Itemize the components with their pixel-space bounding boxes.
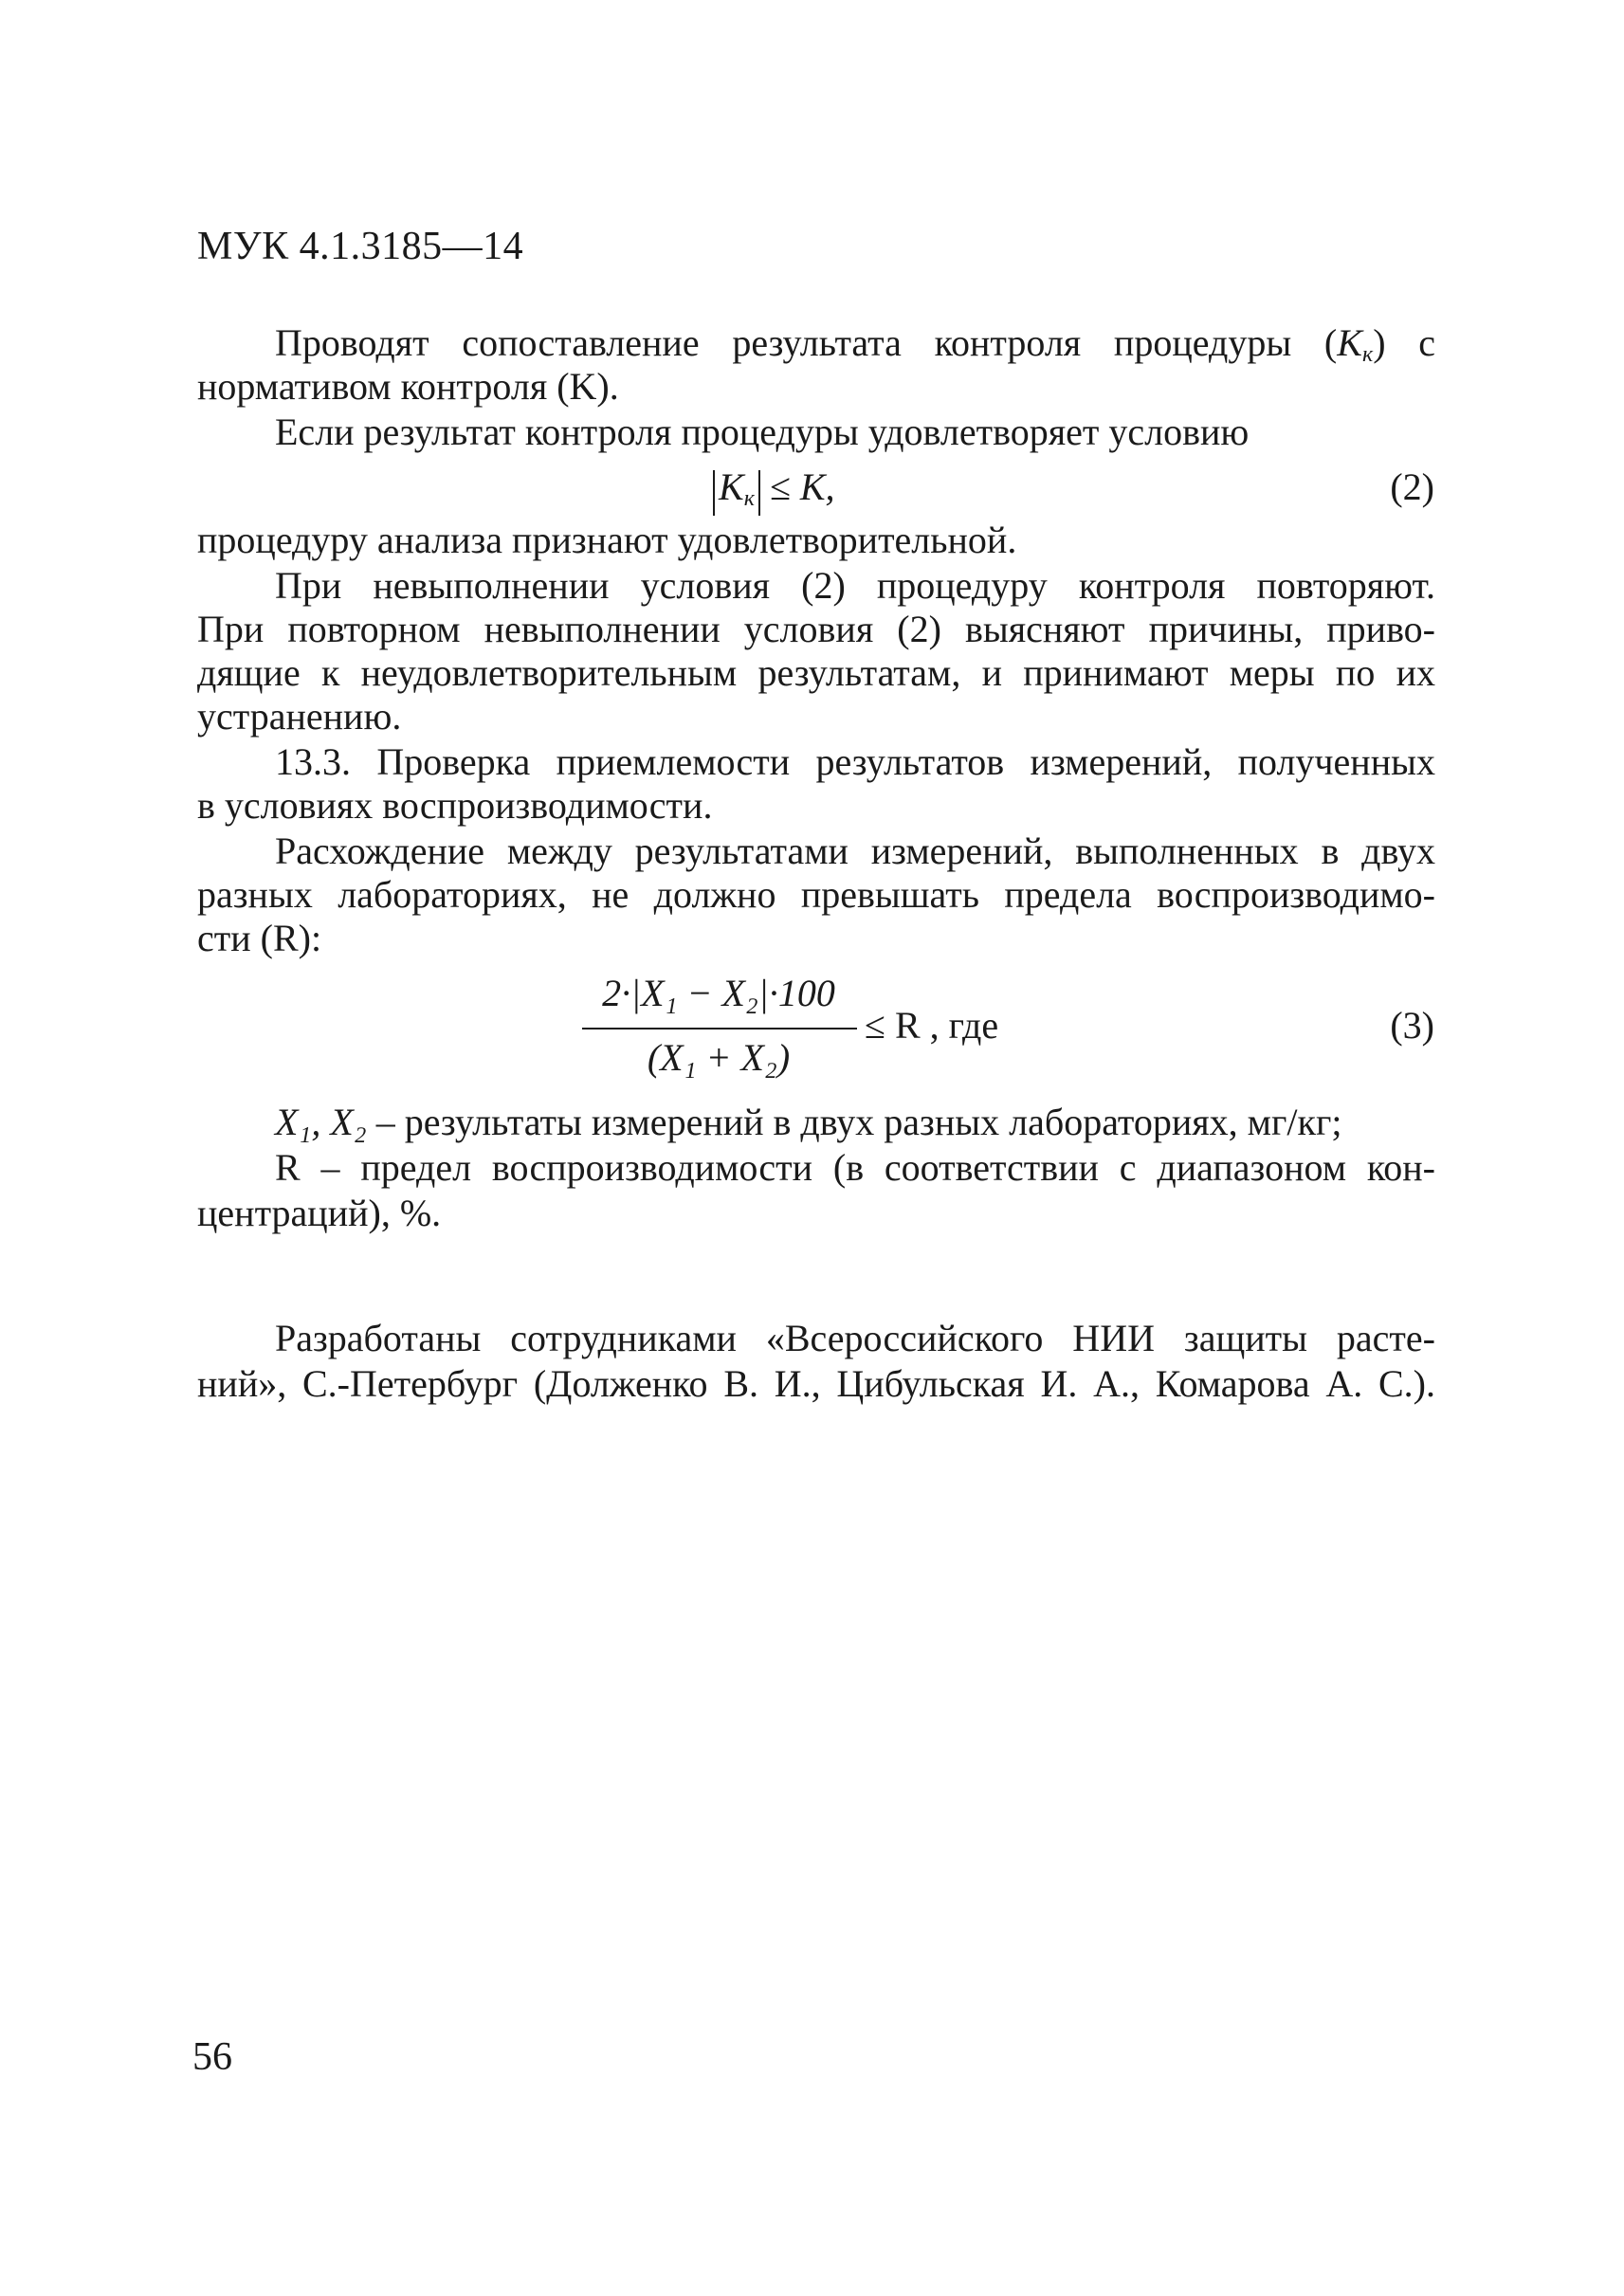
formula-3-fraction	[576, 971, 861, 1084]
paragraph-failure-line-3: дящие к неудовлетворительным результатам, и принимают меры по их	[197, 651, 1435, 694]
credits-line-2: ний», С.-Петербург (Долженко В. И., Цибульская И. А., Комарова А. С.).	[197, 1362, 1435, 1405]
paragraph-comparison-line-2: нормативом контроля (K).	[197, 365, 619, 408]
kk-symbol: K	[1337, 321, 1362, 364]
formula3-numerator: 2·|X₁ − X₂|·100	[602, 972, 835, 1014]
paragraph-failure-line-2: При повторном невыполнении условия (2) выясняют причины, приво-	[197, 608, 1435, 650]
formula2-k-subscript: к	[743, 486, 755, 511]
text-segment: Проводят сопоставление результата контроля процедуры (	[275, 321, 1338, 364]
definition-x-symbols: X₁, X₂	[275, 1101, 367, 1143]
section-13-3-line-1: 13.3. Проверка приемлемости результатов измерений, полученных	[275, 740, 1435, 783]
definition-x	[275, 1100, 1341, 1145]
document-code-header: МУК 4.1.3185—14	[197, 225, 524, 268]
paragraph-failure-line-1: При невыполнении условия (2) процедуру контроля повторяют.	[275, 564, 1435, 607]
equation-number-2: (2)	[1390, 465, 1434, 508]
paragraph-failure-line-4: устранению.	[197, 695, 402, 738]
formula3-tail: ≤ R , где	[865, 1004, 999, 1047]
definition-r-line-1: R – предел воспроизводимости (в соответствии с диапазоном кон-	[275, 1146, 1435, 1189]
kk-subscript: к	[1361, 342, 1374, 367]
paragraph-satisfactory: процедуру анализа признают удовлетворительной.	[197, 519, 1017, 561]
definition-r-line-2: центраций), %.	[197, 1192, 442, 1234]
text-segment: ) с	[1373, 321, 1435, 364]
credits-line-1: Разработаны сотрудниками «Всероссийского НИИ защиты расте-	[275, 1317, 1435, 1359]
equation-number-3: (3)	[1390, 1004, 1434, 1047]
formula2-relation: ≤ K,	[759, 465, 835, 508]
paragraph-discrepancy-line-3: сти (R):	[197, 917, 322, 959]
formula-2	[713, 465, 835, 516]
page-number: 56	[192, 2035, 232, 2079]
paragraph-discrepancy-line-2: разных лабораториях, не должно превышать предела воспроизводимо-	[197, 873, 1435, 916]
formula2-k-symbol: K	[719, 465, 744, 508]
paragraph-condition-line-1: Если результат контроля процедуры удовлетворяет условию	[275, 410, 1250, 453]
paragraph-discrepancy-line-1: Расхождение между результатами измерений, выполненных в двух	[275, 829, 1435, 872]
section-13-3-line-2: в условиях воспроизводимости.	[197, 784, 713, 827]
definition-x-text: – результаты измерений в двух разных лабораториях, мг/кг;	[366, 1101, 1342, 1143]
formula3-denominator: (X₁ + X₂)	[647, 1036, 791, 1079]
fraction-bar	[582, 1028, 857, 1030]
